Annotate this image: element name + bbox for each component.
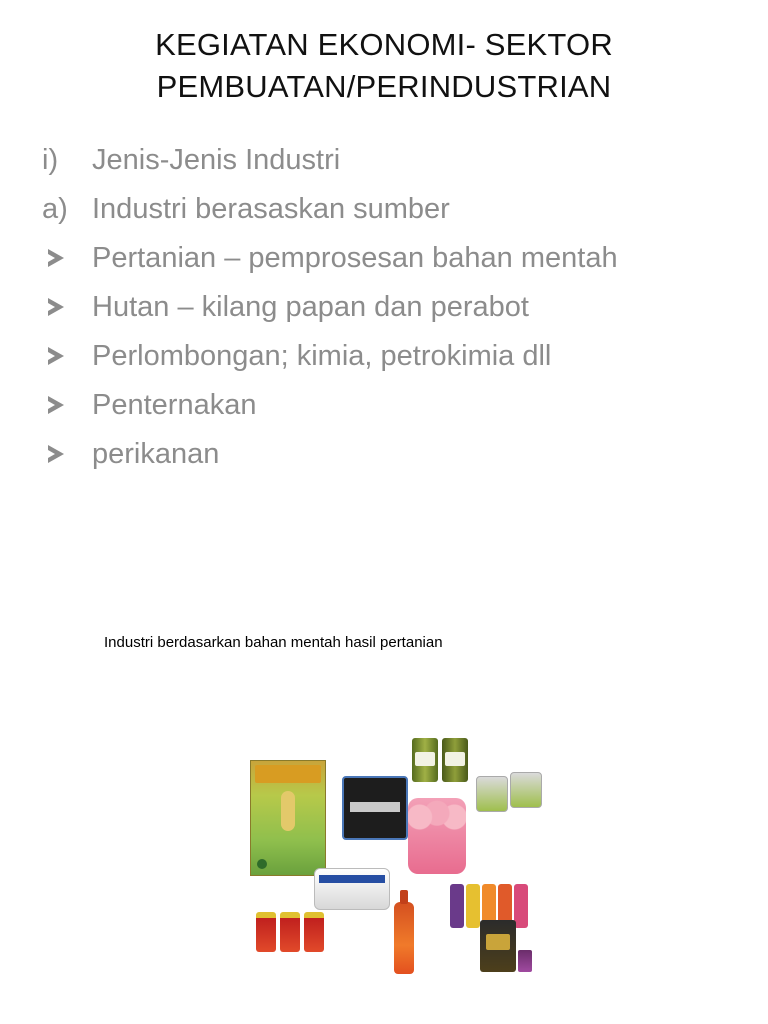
list-item bbox=[42, 381, 742, 430]
packaged-product-image bbox=[342, 776, 408, 840]
jam-jars-image bbox=[254, 912, 324, 952]
rice-bag-image bbox=[250, 760, 326, 876]
packaged-tray-image bbox=[314, 868, 390, 910]
list-item bbox=[42, 136, 742, 185]
list-item bbox=[42, 234, 742, 283]
list-item-text: Industri berasaskan sumber bbox=[92, 193, 450, 225]
small-can-image bbox=[518, 950, 532, 972]
list-item bbox=[42, 430, 742, 479]
list-item-text: perikanan bbox=[92, 438, 220, 470]
bullet-list bbox=[42, 136, 742, 479]
orange-bottle-image bbox=[394, 902, 414, 974]
arrow-bullet-icon bbox=[42, 291, 92, 324]
canned-product-image bbox=[412, 738, 438, 782]
list-marker: a) bbox=[42, 193, 68, 225]
list-item bbox=[42, 185, 742, 234]
list-item-text: Hutan – kilang papan dan perabot bbox=[92, 291, 529, 323]
list-marker: i) bbox=[42, 144, 59, 176]
arrow-bullet-icon bbox=[42, 389, 92, 422]
slide-title bbox=[40, 24, 728, 108]
arrow-bullet-icon bbox=[42, 340, 92, 373]
arrow-bullet-icon bbox=[42, 438, 92, 471]
list-item-text: Perlombongan; kimia, petrokimia dll bbox=[92, 340, 552, 372]
list-item bbox=[42, 283, 742, 332]
image-caption: Industri berdasarkan bahan mentah hasil pertanian bbox=[104, 634, 443, 651]
title-line-2: PEMBUATAN/PERINDUSTRIAN bbox=[156, 69, 612, 104]
list-item-text: Jenis-Jenis Industri bbox=[92, 144, 341, 176]
title-line-1: KEGIATAN EKONOMI- SEKTOR bbox=[155, 27, 613, 62]
small-cans-image bbox=[476, 772, 546, 812]
pink-drink-bottles-image bbox=[408, 798, 466, 874]
product-collage-image bbox=[248, 736, 558, 981]
list-item-text: Pertanian – pemprosesan bahan mentah bbox=[92, 242, 618, 274]
list-item-text: Penternakan bbox=[92, 389, 257, 421]
boxed-product-image bbox=[480, 920, 516, 972]
canned-product-image bbox=[442, 738, 468, 782]
list-item bbox=[42, 332, 742, 381]
arrow-bullet-icon bbox=[42, 242, 92, 275]
